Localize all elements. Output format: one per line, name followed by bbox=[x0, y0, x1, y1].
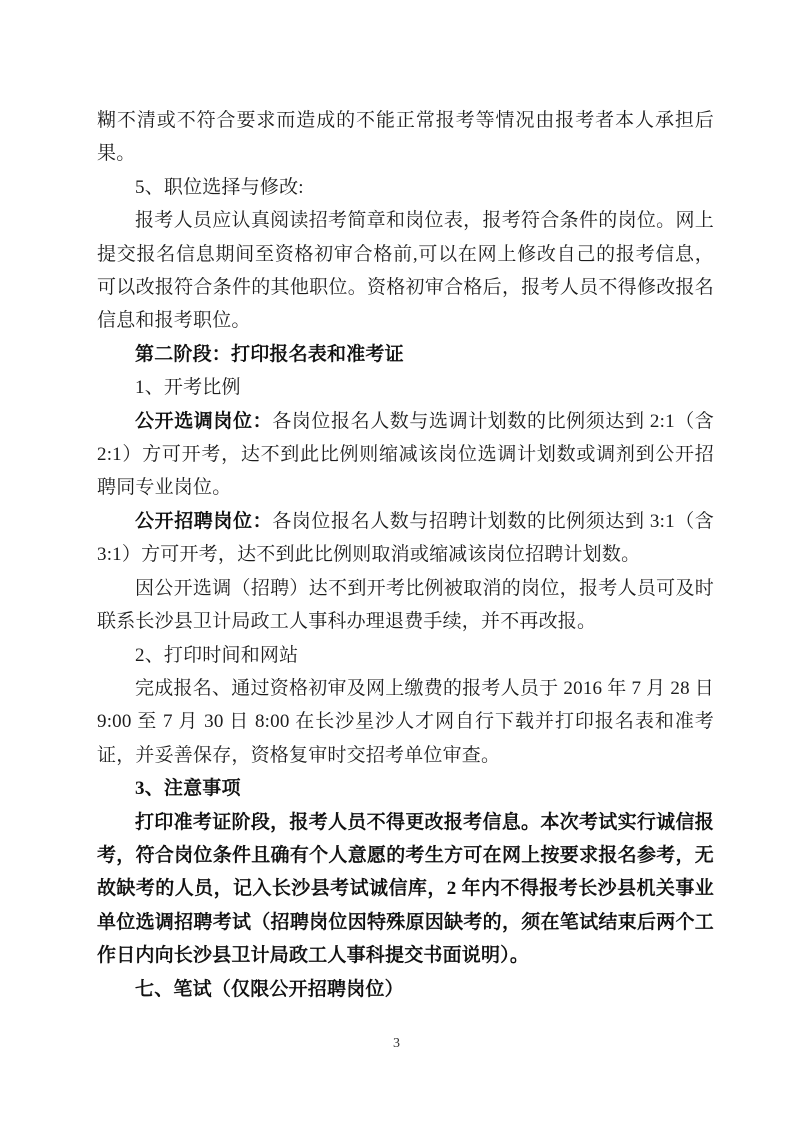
paragraph bbox=[97, 672, 714, 772]
text-run: 各岗位报名人数与招聘计划数的比例须达到 3:1（含3:1）方可开考，达不到此比例则取消或缩减该岗位招聘计划数。 bbox=[97, 510, 715, 566]
paragraph bbox=[97, 204, 714, 338]
paragraph bbox=[97, 371, 714, 404]
text-run: 1、开考比例 bbox=[135, 377, 241, 399]
paragraph bbox=[97, 104, 714, 171]
page-number: 3 bbox=[393, 1036, 400, 1051]
paragraph bbox=[97, 639, 714, 672]
document-text-body bbox=[97, 104, 714, 1006]
bold-text-run: 第二阶段：打印报名表和准考证 bbox=[135, 343, 404, 365]
text-run: 糊不清或不符合要求而造成的不能正常报考等情况由报考者本人承担后果。 bbox=[97, 110, 714, 165]
paragraph bbox=[97, 772, 714, 805]
text-run: 2、打印时间和网站 bbox=[135, 644, 299, 666]
text-run: 各岗位报名人数与选调计划数的比例须达到 2:1（含2:1）方可开考，达不到此比例则缩减该岗位选调计划数或调剂到公开招聘同专业岗位。 bbox=[97, 410, 715, 499]
paragraph bbox=[97, 171, 714, 204]
bold-text-run: 打印准考证阶段，报考人员不得更改报考信息。本次考试实行诚信报考，符合岗位条件且确有个人意愿的考生方可在网上按要求报名参考，无故缺考的人员，记入长沙县考试诚信库，2 年内不得报考长沙县机关事业单位选调招聘考试（招聘岗位因特殊原因缺考的，须在笔试结束后两个工作日内向长沙县卫计局政工人事科提交书面说明）。 bbox=[97, 811, 714, 967]
text-run: 完成报名、通过资格初审及网上缴费的报考人员于 2016 年 7 月 28 日 9:00 至 7 月 30 日 8:00 在长沙星沙人才网自行下载并打印报名表和准考证，并妥善保存，资格复审时交招考单位审查。 bbox=[97, 677, 714, 766]
bold-text-run: 七、笔试（仅限公开招聘岗位） bbox=[135, 978, 404, 1000]
paragraph bbox=[97, 338, 714, 371]
text-run: 5、职位选择与修改: bbox=[135, 176, 304, 198]
paragraph bbox=[97, 405, 714, 505]
bold-text-run: 3、注意事项 bbox=[135, 778, 241, 800]
paragraph bbox=[97, 806, 714, 973]
bold-text-run: 公开招聘岗位： bbox=[135, 510, 273, 532]
paragraph bbox=[97, 973, 714, 1006]
text-run: 因公开选调（招聘）达不到开考比例被取消的岗位，报考人员可及时联系长沙县卫计局政工人事科办理退费手续，并不再改报。 bbox=[97, 577, 714, 633]
bold-text-run: 公开选调岗位： bbox=[135, 410, 273, 432]
paragraph bbox=[97, 505, 714, 572]
text-run: 报考人员应认真阅读招考简章和岗位表，报考符合条件的岗位。网上提交报名信息期间至资格初审合格前,可以在网上修改自己的报考信息，可以改报符合条件的其他职位。资格初审合格后，报考人员不得修改报名信息和报考职位。 bbox=[97, 210, 714, 332]
paragraph bbox=[97, 572, 714, 639]
